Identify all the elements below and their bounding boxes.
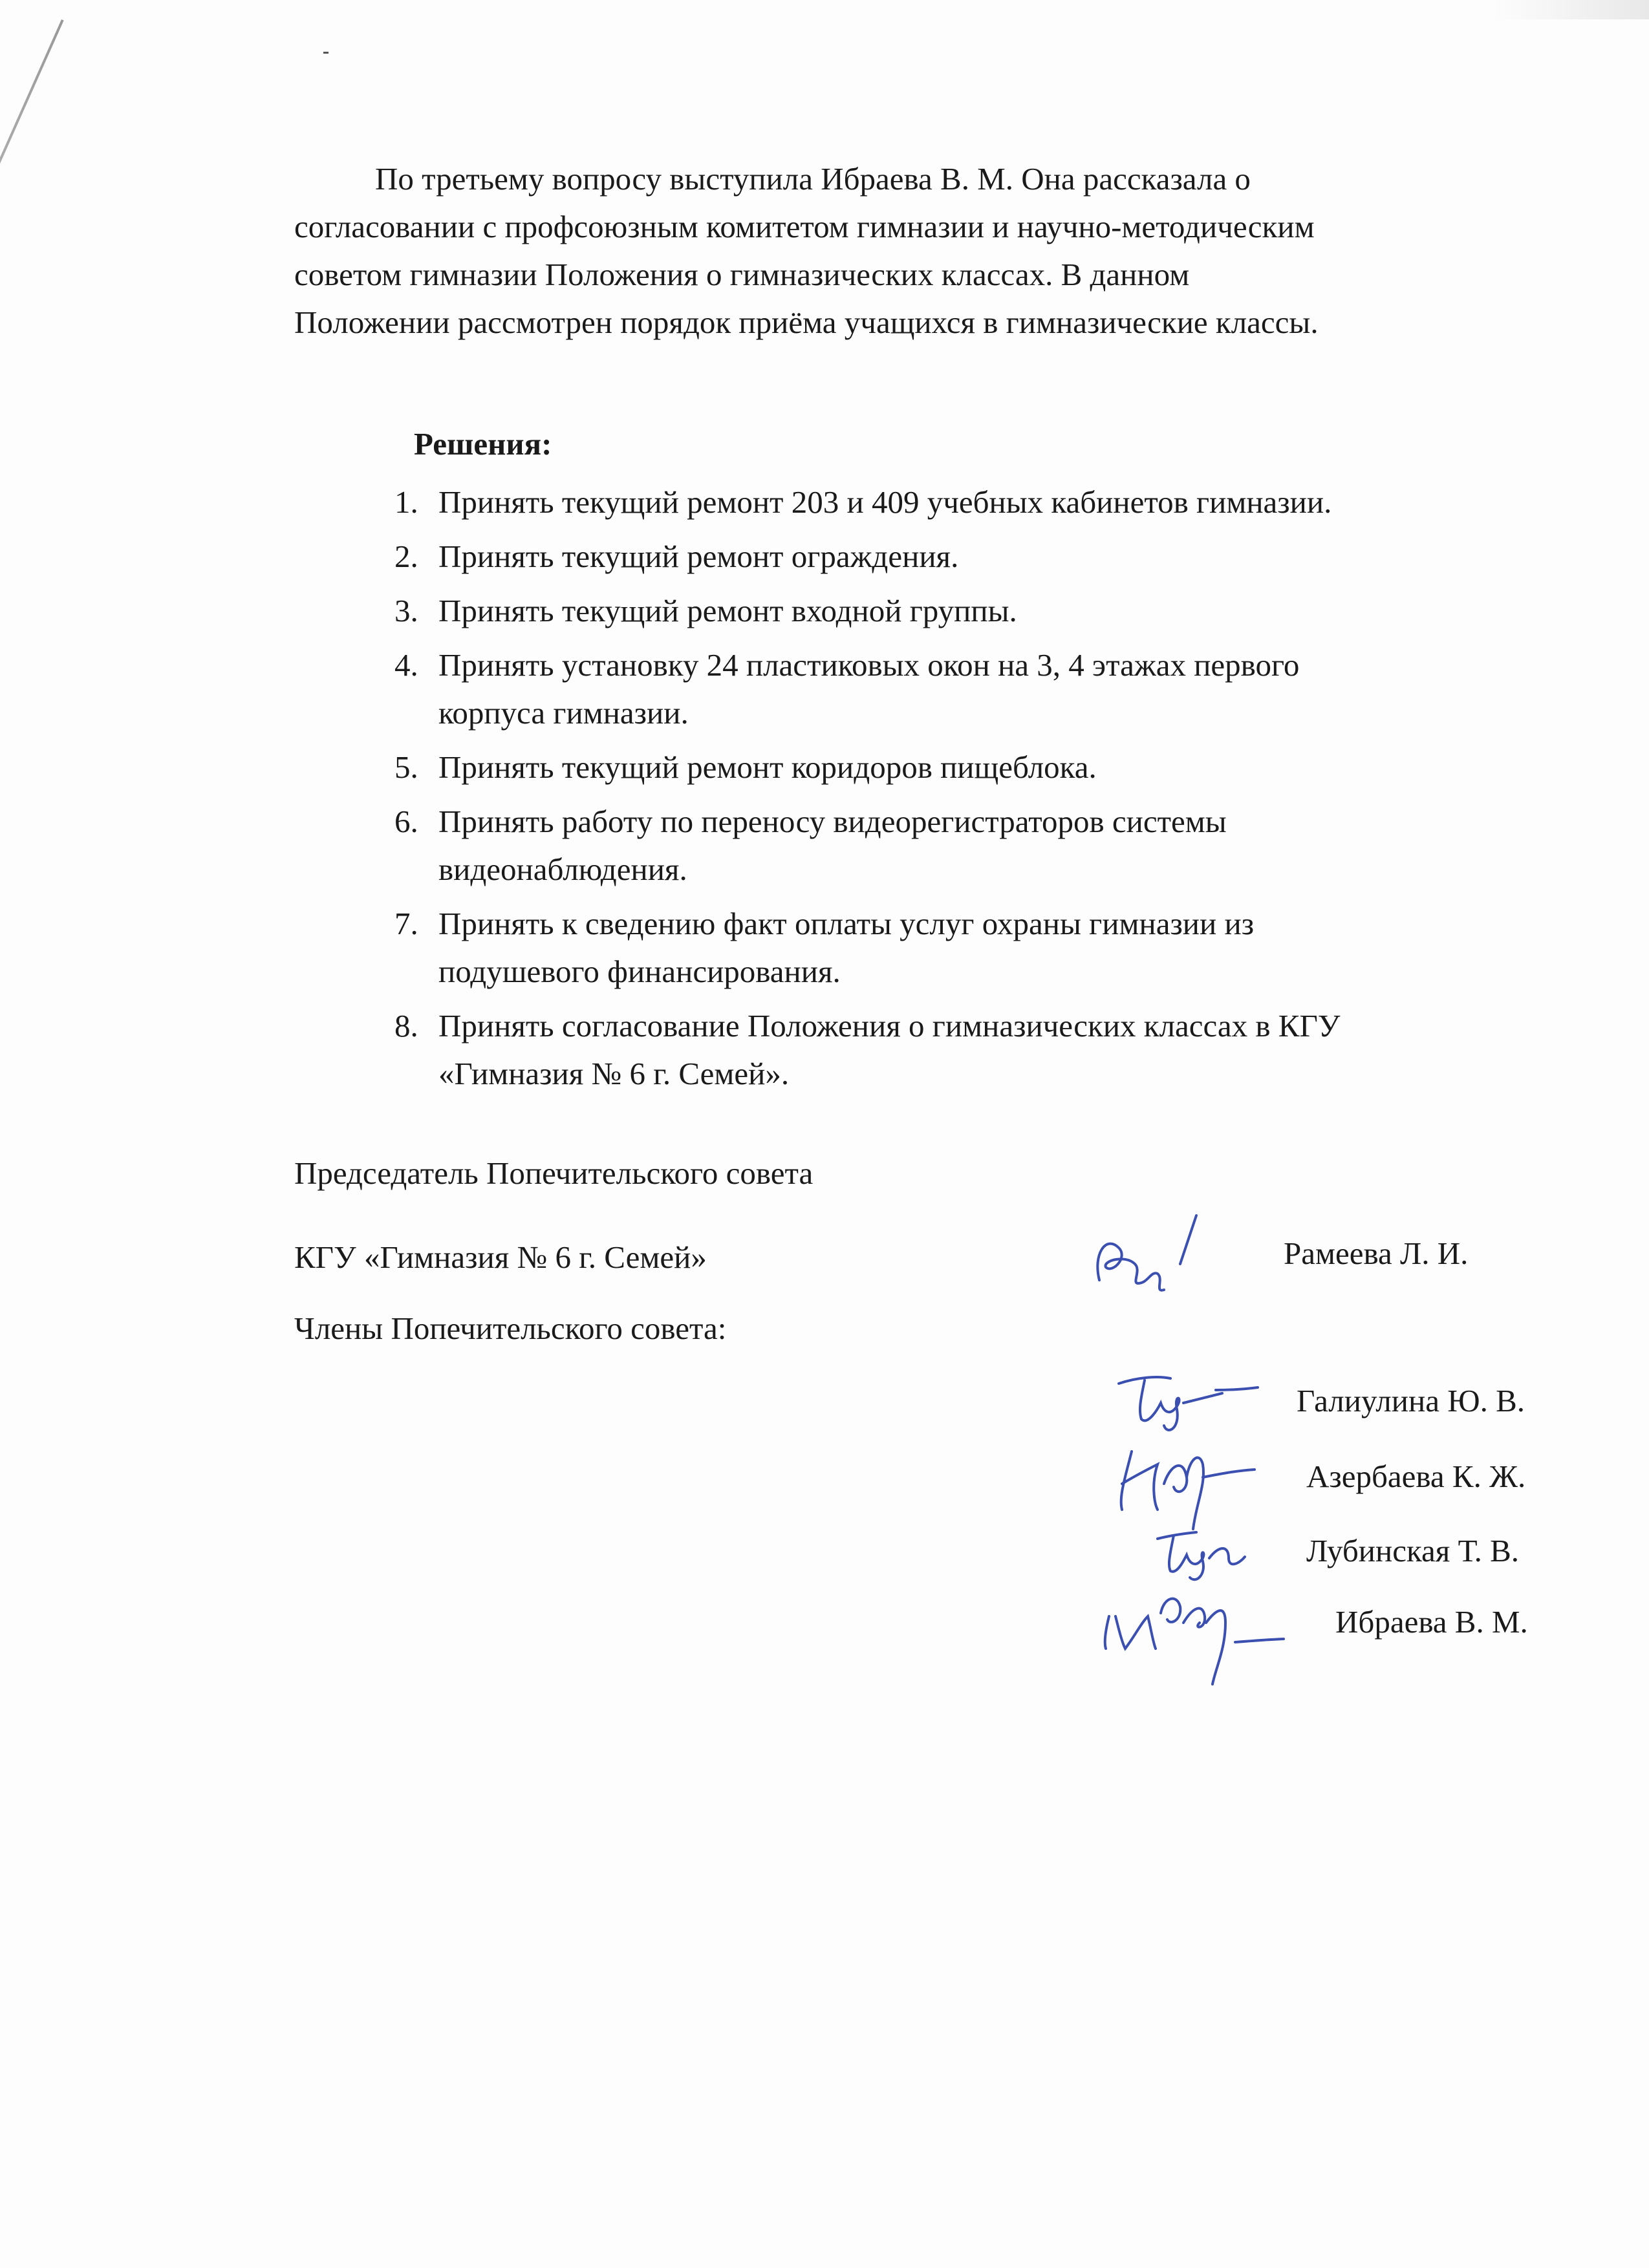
decision-item [382, 744, 1546, 791]
chair-signature [1073, 1203, 1242, 1306]
decision-text: Принять работу по переносу видеорегистраторов системы [438, 804, 1227, 839]
decision-item [382, 900, 1546, 996]
decision-text: видеонаблюдения. [438, 851, 687, 887]
decisions-heading: Решения: [414, 426, 552, 462]
paragraph-line: советом гимназии Положения о гимназических классах. В данном [294, 257, 1190, 292]
decision-text: Принять к сведению факт оплаты услуг охраны гимназии из [438, 906, 1255, 941]
chair-organization: КГУ «Гимназия № 6 г. Семей» [294, 1239, 707, 1275]
member-signature [1096, 1578, 1290, 1687]
decision-text: Принять текущий ремонт входной группы. [438, 593, 1017, 628]
paragraph-line: Положении рассмотрен порядок приёма учащихся в гимназические классы. [294, 305, 1319, 340]
decision-number: 7. [394, 906, 418, 941]
decision-number: 8. [394, 1008, 418, 1043]
decision-number: 5. [394, 749, 418, 785]
chair-title: Председатель Попечительского совета [294, 1155, 814, 1191]
speaker-paragraph [294, 155, 1523, 347]
decision-item [382, 1002, 1546, 1098]
scan-artifact-dash [323, 52, 329, 54]
decision-number: 4. [394, 647, 418, 683]
scan-artifact-line [0, 19, 64, 411]
decision-text: Принять согласование Положения о гимназических классах в КГУ [438, 1008, 1341, 1043]
decision-text: Принять текущий ремонт коридоров пищеблока. [438, 749, 1097, 785]
paragraph-line: По третьему вопросу выступила Ибраева В. М. Она рассказала о [375, 161, 1251, 197]
members-title: Члены Попечительского совета: [294, 1311, 727, 1346]
decision-item [382, 587, 1546, 635]
decisions-list [382, 478, 1546, 1104]
member-name: Лубинская Т. В. [1306, 1533, 1520, 1568]
decision-item [382, 641, 1546, 737]
scan-corner-shade [1494, 0, 1649, 19]
chair-name: Рамеева Л. И. [1284, 1236, 1469, 1271]
decision-number: 3. [394, 593, 418, 628]
decision-text: подушевого финансирования. [438, 954, 841, 989]
decision-item [382, 478, 1546, 526]
decision-text: «Гимназия № 6 г. Семей». [438, 1056, 790, 1091]
decision-number: 1. [394, 484, 418, 520]
decision-text: Принять текущий ремонт 203 и 409 учебных кабинетов гимназии. [438, 484, 1332, 520]
decision-number: 6. [394, 804, 418, 839]
member-name: Азербаева К. Ж. [1306, 1459, 1526, 1494]
decision-number: 2. [394, 539, 418, 574]
decision-text: корпуса гимназии. [438, 695, 689, 731]
decision-text: Принять установку 24 пластиковых окон на 3, 4 этажах первого [438, 647, 1300, 683]
member-signature [1112, 1364, 1261, 1435]
member-name: Ибраева В. М. [1335, 1604, 1528, 1640]
paragraph-line: согласовании с профсоюзным комитетом гимназии и научно-методическим [294, 209, 1315, 244]
member-name: Галиулина Ю. В. [1297, 1383, 1525, 1418]
decision-item [382, 533, 1546, 581]
decision-item [382, 798, 1546, 893]
decision-text: Принять текущий ремонт ограждения. [438, 539, 959, 574]
